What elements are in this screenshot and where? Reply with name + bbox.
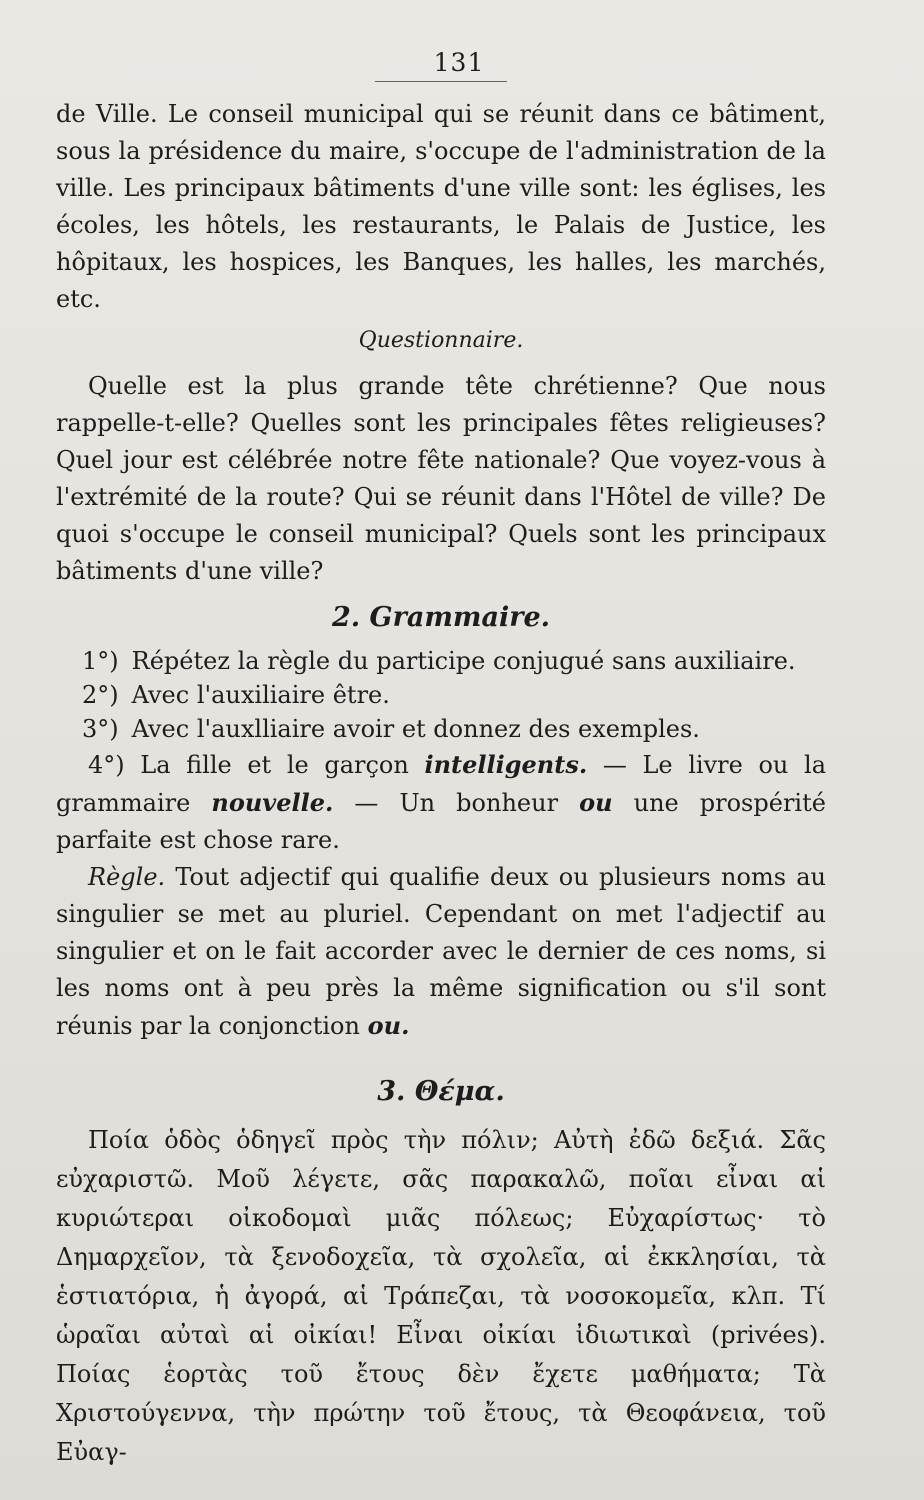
theme-section xyxy=(56,1121,826,1472)
rule-end-word: ou. xyxy=(367,1011,410,1040)
grammar-item-2 xyxy=(56,678,826,712)
grammar-item-number: 2°) xyxy=(82,681,119,709)
theme-heading: 3. Θέμα. xyxy=(377,1076,505,1107)
lesson-paragraph: de Ville. Le conseil municipal qui se réunit dans ce bâtiment, sous la présidence du maire, s'occupe de l'administration de la ville. Les principaux bâtiments d'une ville sont: les églises, les écoles, les hôtels, les restaurants, le Palais de Justice, les hôpitaux, les hospices, les Banques, les halles, les marchés, etc. xyxy=(56,100,826,313)
theme-text: Ποία ὁδὸς ὁδηγεῖ πρὸς τὴν πόλιν; Αὐτὴ ἐδῶ δεξιά. Σᾶς εὐχαριστῶ. Μοῦ λέγετε, σᾶς παρακαλῶ, ποῖαι εἶναι αἱ κυριώτεραι οἰκοδομαὶ μιᾶς πόλεως; Εὐχαρίστως· τὸ Δημαρχεῖον, τὰ ξενοδοχεῖα, τὰ σχολεῖα, αἱ ἐκκλησίαι, τὰ ἑστιατόρια, ἡ ἀγορά, αἱ Τράπεζαι, τὰ νοσοκομεῖα, κλπ. Τί ὡραῖαι αὐταὶ αἱ οἰκίαι! Εἶναι οἰκίαι ἰδιωτικαὶ (privées). Ποίας ἑορτὰς τοῦ ἔτους δὲν ἔχετε μαθήματα; Τὰ Χριστούγεννα, τὴν πρώτην τοῦ ἔτους, τὰ Θεοφάνεια, τοῦ Εὐαγ- xyxy=(56,1126,826,1466)
grammar-heading: 2. Grammaire. xyxy=(331,602,551,633)
grammar-item-number: 4°) xyxy=(88,751,125,779)
grammar-item-text: Avec l'auxiliaire être. xyxy=(131,681,390,709)
example-text: une prospérité parfaite est chose rare. xyxy=(56,789,826,854)
emphasis-word: intelligents. xyxy=(424,750,588,779)
emphasis-word: ou xyxy=(579,788,613,817)
rule-text: Tout adjectif qui qualifie deux ou plusieurs noms au singulier se met au pluriel. Cependant on met l'adjectif au singulier et on le fait accorder avec le dernier de ces noms, si les noms ont à peu près la même signification ou s'il sont réunis par la conjonction xyxy=(56,863,826,1040)
questionnaire-heading: Questionnaire. xyxy=(358,328,524,353)
grammar-rule xyxy=(56,859,826,1045)
grammar-item-1 xyxy=(56,644,826,678)
example-text: — Le livre ou la grammaire xyxy=(56,751,826,817)
questionnaire-text: Quelle est la plus grande tête chrétienne? Que nous rappelle-t-elle? Quelles sont les principales fêtes religieuses? Quel jour est célébrée notre fête nationale? Que voyez-vous à l'extrémité de la route? Qui se réunit dans l'Hôtel de ville? De quoi s'occupe le conseil municipal? Quels sont les principaux bâtiments d'une ville? xyxy=(56,372,826,585)
grammar-item-text: Avec l'auxlliaire avoir et donnez des exemples. xyxy=(131,715,700,743)
grammar-item-4 xyxy=(56,746,826,859)
grammar-item-3 xyxy=(56,712,826,746)
grammar-item-number: 1°) xyxy=(82,647,119,675)
rule-label: Règle. xyxy=(88,863,166,891)
grammar-item-text: Répétez la règle du participe conjugué sans auxiliaire. xyxy=(131,647,796,675)
example-text: La fille et le garçon xyxy=(140,751,409,779)
emphasis-word: nouvelle. xyxy=(211,788,334,817)
page-number: 131 xyxy=(375,48,507,82)
example-text: — Un bonheur xyxy=(354,789,559,817)
grammar-item-number: 3°) xyxy=(82,715,119,743)
